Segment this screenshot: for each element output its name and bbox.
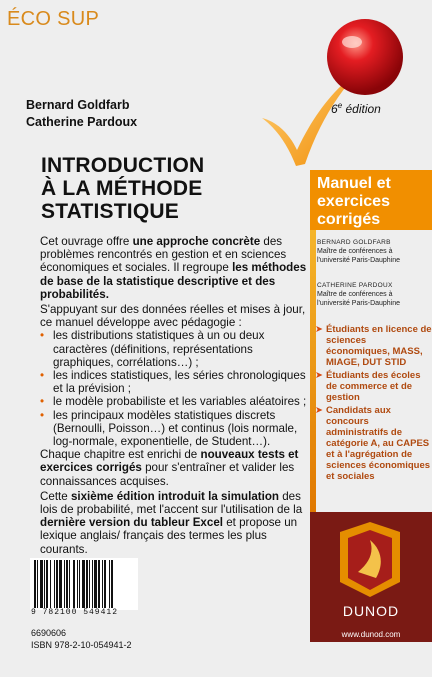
barcode-digits: 9 782100 549412 [31, 608, 119, 617]
publisher-name: DUNOD [342, 603, 400, 619]
edition-label: 6e édition [331, 101, 381, 116]
topic-item: • les distributions statistiques à un ou deux caractères (définitions, représentations graphiques, corrélations…) ; [40, 329, 265, 369]
title-line-1: INTRODUCTION [41, 154, 205, 177]
author-2: Catherine Pardoux [26, 115, 138, 129]
description-paragraph-4: Cette sixième édition introduit la simulation des lois de probabilité, met l'accent sur l'utilisation de la dernière version du tableur Excel et propose un lexique anglais/ français des termes les plus courants. [40, 489, 303, 556]
arrow-right-icon: ➤ [315, 370, 323, 381]
back-cover-description [40, 235, 310, 556]
title-line-3: STATISTIQUE [41, 200, 179, 223]
bullet-icon: • [40, 329, 45, 343]
product-code: 6690606 [31, 628, 67, 638]
description-paragraph-1: Cet ouvrage offre une approche concrète des problèmes rencontrés en gestion et en sciences économiques et sociales. Il regroupe les méthodes de base de la statistique descriptive et des probabilités. [40, 235, 307, 301]
title-line-2: À LA MÉTHODE [41, 177, 203, 200]
isbn-number: ISBN 978-2-10-054941-2 [31, 640, 132, 650]
bullet-icon: • [40, 395, 45, 409]
target-audience-list [315, 324, 432, 484]
topics-list [40, 329, 310, 448]
dunod-emblem-icon [310, 512, 432, 602]
barcode [30, 558, 138, 610]
series-name: ÉCO SUP [7, 8, 100, 30]
description-paragraph-2: S'appuyant sur des données réelles et mises à jour, ce manuel développe avec pédagogie : [40, 303, 306, 330]
arrow-right-icon: ➤ [315, 324, 323, 335]
description-paragraph-3: Chaque chapitre est enrichi de nouveaux tests et exercices corrigés pour s'entraîner et valider les connaissances acquises. [40, 448, 299, 488]
topic-item: • les principaux modèles statistiques discrets (Bernoulli, Poisson…) et continus (lois normale, log-normale, exponentielle, de Student…). [40, 408, 298, 449]
topic-item: • les indices statistiques, les séries chronologiques et la prévision ; [40, 369, 306, 396]
publisher-logo [310, 512, 432, 642]
authors [26, 97, 137, 131]
author-bio-2: CATHERINE PARDOUX Maître de conférences à l'université Paris-Dauphine [317, 282, 401, 307]
author-bio-1: BERNARD GOLDFARB Maître de conférences à l'université Paris-Dauphine [317, 239, 401, 264]
arrow-right-icon: ➤ [315, 405, 323, 416]
topic-item: • le modèle probabiliste et les variables aléatoires ; [40, 395, 307, 409]
publisher-url[interactable]: www.dunod.com [341, 630, 401, 639]
red-sphere-icon [327, 19, 403, 95]
audience-item: ➤ Étudiants en licence de sciences économiques, MASS, MIAGE, DUT STID [315, 324, 432, 368]
book-title [41, 154, 204, 223]
audience-item: ➤ Candidats aux concours administratifs de catégorie A, au CAPES et à l'agrégation de sciences économiques et sociales [315, 405, 431, 482]
author-1: Bernard Goldfarb [26, 98, 130, 112]
format-badge: Manuel et exercices corrigés [310, 170, 432, 230]
audience-item: ➤ Étudiants des écoles de commerce et de gestion [315, 370, 421, 403]
bullet-icon: • [40, 408, 45, 422]
bullet-icon: • [40, 369, 45, 383]
